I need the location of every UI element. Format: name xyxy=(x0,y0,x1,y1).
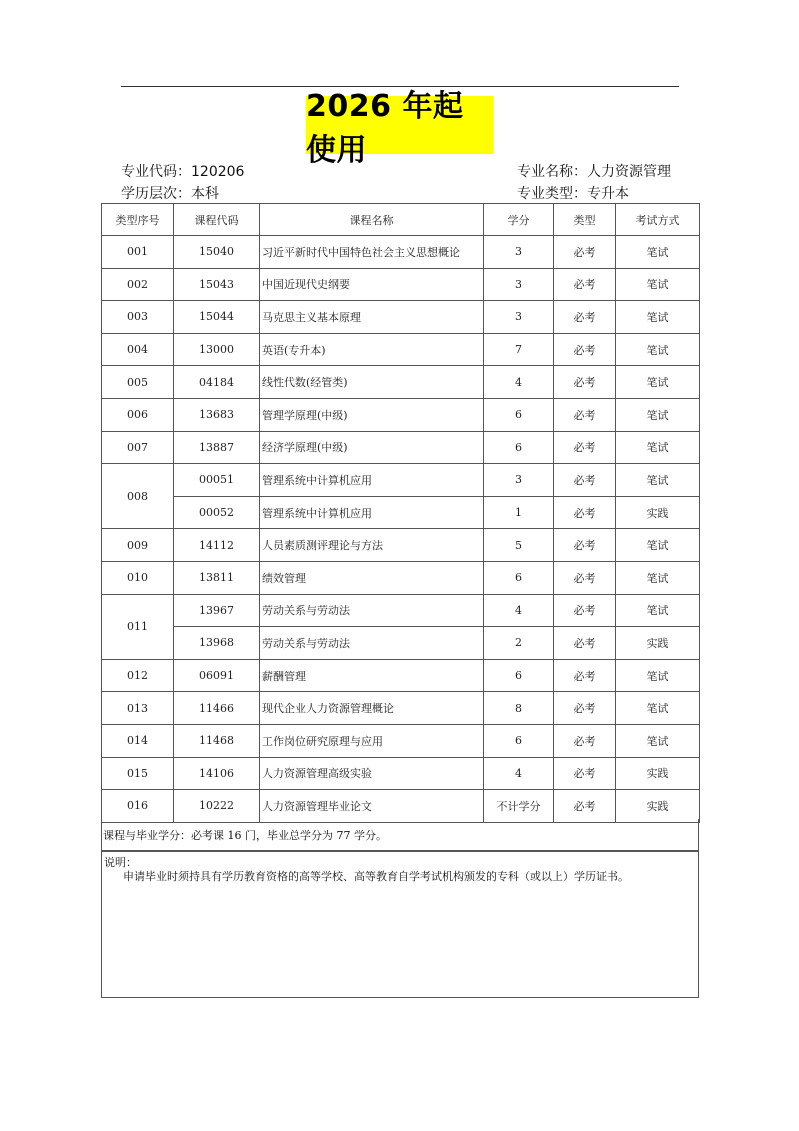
exam-method: 笔试 xyxy=(616,268,700,301)
course-type: 必考 xyxy=(554,431,616,464)
education-level-value: 本科 xyxy=(191,186,219,202)
exam-method: 笔试 xyxy=(616,301,700,334)
table-row xyxy=(102,333,700,366)
type-seq: 011 xyxy=(102,594,174,659)
course-type: 必考 xyxy=(554,398,616,431)
notes-label: 说明： xyxy=(104,856,137,869)
exam-method: 笔试 xyxy=(616,333,700,366)
header-credit: 学分 xyxy=(484,204,554,236)
course-code: 00051 xyxy=(174,464,260,497)
major-code xyxy=(121,161,244,181)
course-name: 英语(专升本) xyxy=(260,333,484,366)
course-code: 15040 xyxy=(174,236,260,269)
type-seq: 016 xyxy=(102,790,174,823)
course-name: 经济学原理(中级) xyxy=(260,431,484,464)
course-code: 13000 xyxy=(174,333,260,366)
course-credit: 5 xyxy=(484,529,554,562)
exam-method: 笔试 xyxy=(616,236,700,269)
major-name-label: 专业名称： xyxy=(517,164,587,180)
course-credit: 3 xyxy=(484,301,554,334)
exam-method: 实践 xyxy=(616,627,700,660)
course-type: 必考 xyxy=(554,529,616,562)
course-table xyxy=(101,203,700,823)
table-row xyxy=(102,301,700,334)
table-row xyxy=(102,757,700,790)
course-name: 薪酬管理 xyxy=(260,659,484,692)
exam-method: 笔试 xyxy=(616,594,700,627)
table-row xyxy=(102,464,700,497)
type-seq: 013 xyxy=(102,692,174,725)
course-credit: 6 xyxy=(484,724,554,757)
header-exam: 考试方式 xyxy=(616,204,700,236)
course-type: 必考 xyxy=(554,333,616,366)
major-type-label: 专业类型： xyxy=(517,186,587,202)
table-row xyxy=(102,692,700,725)
course-type: 必考 xyxy=(554,790,616,823)
course-credit: 6 xyxy=(484,398,554,431)
exam-method: 笔试 xyxy=(616,431,700,464)
course-credit: 3 xyxy=(484,236,554,269)
course-type: 必考 xyxy=(554,594,616,627)
course-type: 必考 xyxy=(554,464,616,497)
course-name: 习近平新时代中国特色社会主义思想概论 xyxy=(260,236,484,269)
page-title: 2026 年起使用 xyxy=(306,89,464,168)
header-code: 课程代码 xyxy=(174,204,260,236)
type-seq: 002 xyxy=(102,268,174,301)
course-type: 必考 xyxy=(554,301,616,334)
course-name: 马克思主义基本原理 xyxy=(260,301,484,334)
course-code: 06091 xyxy=(174,659,260,692)
exam-method: 实践 xyxy=(616,496,700,529)
course-name: 劳动关系与劳动法 xyxy=(260,627,484,660)
type-seq: 004 xyxy=(102,333,174,366)
course-code: 14106 xyxy=(174,757,260,790)
course-code: 13683 xyxy=(174,398,260,431)
course-type: 必考 xyxy=(554,561,616,594)
course-credit: 4 xyxy=(484,366,554,399)
education-level xyxy=(121,183,219,203)
course-credit: 3 xyxy=(484,268,554,301)
course-name: 管理系统中计算机应用 xyxy=(260,464,484,497)
exam-method: 笔试 xyxy=(616,659,700,692)
exam-method: 笔试 xyxy=(616,724,700,757)
course-credit: 1 xyxy=(484,496,554,529)
table-row xyxy=(102,398,700,431)
type-seq: 008 xyxy=(102,464,174,529)
course-code: 11466 xyxy=(174,692,260,725)
course-code: 15044 xyxy=(174,301,260,334)
table-row xyxy=(102,496,700,529)
type-seq: 014 xyxy=(102,724,174,757)
course-name: 中国近现代史纲要 xyxy=(260,268,484,301)
course-name: 现代企业人力资源管理概论 xyxy=(260,692,484,725)
major-type-value: 专升本 xyxy=(587,186,629,202)
course-credit: 6 xyxy=(484,561,554,594)
type-seq: 007 xyxy=(102,431,174,464)
course-type: 必考 xyxy=(554,627,616,660)
course-code: 11468 xyxy=(174,724,260,757)
credit-summary xyxy=(101,819,699,851)
course-code: 14112 xyxy=(174,529,260,562)
credit-summary-text: 课程与毕业学分：必考课 16 门，毕业总学分为 77 学分。 xyxy=(103,828,387,842)
exam-method: 笔试 xyxy=(616,561,700,594)
type-seq: 009 xyxy=(102,529,174,562)
header-type: 类型 xyxy=(554,204,616,236)
course-credit: 不计学分 xyxy=(484,790,554,823)
course-name: 人员素质测评理论与方法 xyxy=(260,529,484,562)
course-type: 必考 xyxy=(554,496,616,529)
course-name: 管理学原理(中级) xyxy=(260,398,484,431)
notes-box xyxy=(101,851,699,998)
course-code: 13887 xyxy=(174,431,260,464)
course-name: 人力资源管理毕业论文 xyxy=(260,790,484,823)
table-row xyxy=(102,627,700,660)
course-name: 工作岗位研究原理与应用 xyxy=(260,724,484,757)
table-row xyxy=(102,529,700,562)
table-row xyxy=(102,236,700,269)
type-seq: 010 xyxy=(102,561,174,594)
course-name: 管理系统中计算机应用 xyxy=(260,496,484,529)
course-code: 13811 xyxy=(174,561,260,594)
course-type: 必考 xyxy=(554,236,616,269)
table-row xyxy=(102,561,700,594)
course-type: 必考 xyxy=(554,659,616,692)
course-code: 15043 xyxy=(174,268,260,301)
course-type: 必考 xyxy=(554,268,616,301)
course-type: 必考 xyxy=(554,366,616,399)
course-credit: 4 xyxy=(484,594,554,627)
major-name-value: 人力资源管理 xyxy=(587,164,671,180)
course-credit: 3 xyxy=(484,464,554,497)
table-row xyxy=(102,659,700,692)
course-credit: 2 xyxy=(484,627,554,660)
exam-method: 实践 xyxy=(616,790,700,823)
course-type: 必考 xyxy=(554,757,616,790)
exam-method: 笔试 xyxy=(616,692,700,725)
table-row xyxy=(102,366,700,399)
major-name xyxy=(517,161,671,181)
course-credit: 6 xyxy=(484,431,554,464)
table-row xyxy=(102,790,700,823)
table-row xyxy=(102,431,700,464)
education-level-label: 学历层次： xyxy=(121,186,191,202)
type-seq: 012 xyxy=(102,659,174,692)
course-credit: 8 xyxy=(484,692,554,725)
exam-method: 实践 xyxy=(616,757,700,790)
type-seq: 006 xyxy=(102,398,174,431)
type-seq: 015 xyxy=(102,757,174,790)
table-row xyxy=(102,268,700,301)
course-name: 线性代数(经管类) xyxy=(260,366,484,399)
course-credit: 4 xyxy=(484,757,554,790)
major-code-label: 专业代码： xyxy=(121,164,191,180)
table-row xyxy=(102,724,700,757)
course-credit: 6 xyxy=(484,659,554,692)
course-name: 人力资源管理高级实验 xyxy=(260,757,484,790)
course-code: 13968 xyxy=(174,627,260,660)
major-code-value: 120206 xyxy=(191,164,245,180)
major-type xyxy=(517,183,629,203)
notes-text: 申请毕业时须持具有学历教育资格的高等学校、高等教育自学考试机构颁发的专科（或以上）学历证书。 xyxy=(123,870,629,883)
type-seq: 003 xyxy=(102,301,174,334)
header-seq: 类型序号 xyxy=(102,204,174,236)
course-name: 绩效管理 xyxy=(260,561,484,594)
exam-method: 笔试 xyxy=(616,366,700,399)
course-table-body xyxy=(102,236,700,823)
header-name: 课程名称 xyxy=(260,204,484,236)
course-code: 04184 xyxy=(174,366,260,399)
course-name: 劳动关系与劳动法 xyxy=(260,594,484,627)
table-header-row xyxy=(102,204,700,236)
course-code: 10222 xyxy=(174,790,260,823)
exam-method: 笔试 xyxy=(616,464,700,497)
course-code: 00052 xyxy=(174,496,260,529)
type-seq: 001 xyxy=(102,236,174,269)
table-row xyxy=(102,594,700,627)
title-banner xyxy=(306,89,493,168)
course-type: 必考 xyxy=(554,724,616,757)
type-seq: 005 xyxy=(102,366,174,399)
course-code: 13967 xyxy=(174,594,260,627)
exam-method: 笔试 xyxy=(616,398,700,431)
exam-method: 笔试 xyxy=(616,529,700,562)
course-type: 必考 xyxy=(554,692,616,725)
course-credit: 7 xyxy=(484,333,554,366)
